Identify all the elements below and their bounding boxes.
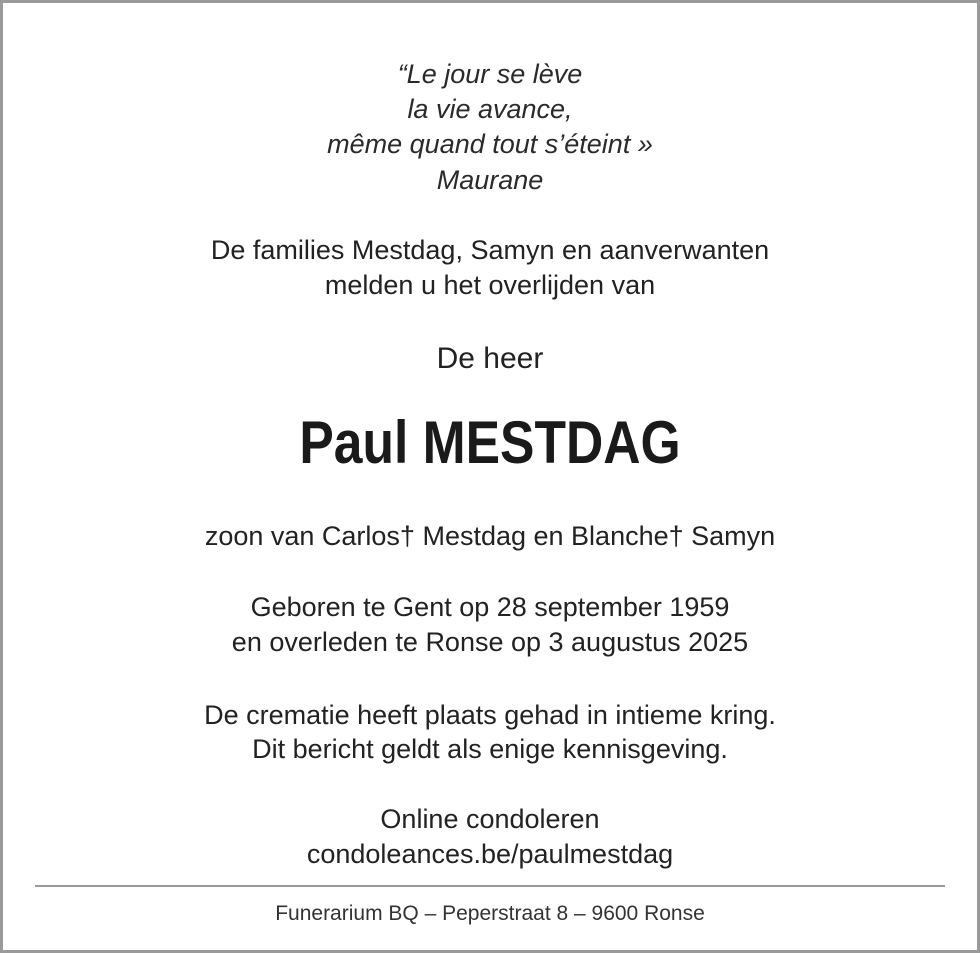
deceased-name: Paul MESTDAG (299, 409, 681, 476)
footer-address: Funerarium BQ – Peperstraat 8 – 9600 Ronse (275, 902, 705, 925)
condolences-label: Online condoleren (380, 804, 600, 834)
quote-line-3: même quand tout s’éteint » (327, 129, 653, 159)
quote-line-1: “Le jour se lève (397, 59, 583, 89)
quote-line-2: la vie avance, (407, 94, 573, 124)
condolences-link[interactable]: condoleances.be/paulmestdag (306, 839, 674, 869)
announcement-line-1: De families Mestdag, Samyn en aanverwanten (210, 235, 770, 265)
footer-divider (35, 885, 945, 887)
death-line: en overleden te Ronse op 3 augustus 2025 (231, 627, 749, 657)
notice-line-1: De crematie heeft plaats gehad in intieme kring. (204, 700, 776, 730)
quote-author: Maurane (436, 165, 544, 195)
birth-line: Geboren te Gent op 28 september 1959 (250, 592, 730, 622)
notice-line-2: Dit bericht geldt als enige kennisgeving. (252, 734, 728, 764)
salutation: De heer (436, 342, 544, 375)
announcement-line-2: melden u het overlijden van (324, 270, 656, 300)
parents-line: zoon van Carlos† Mestdag en Blanche† Samyn (204, 521, 776, 551)
